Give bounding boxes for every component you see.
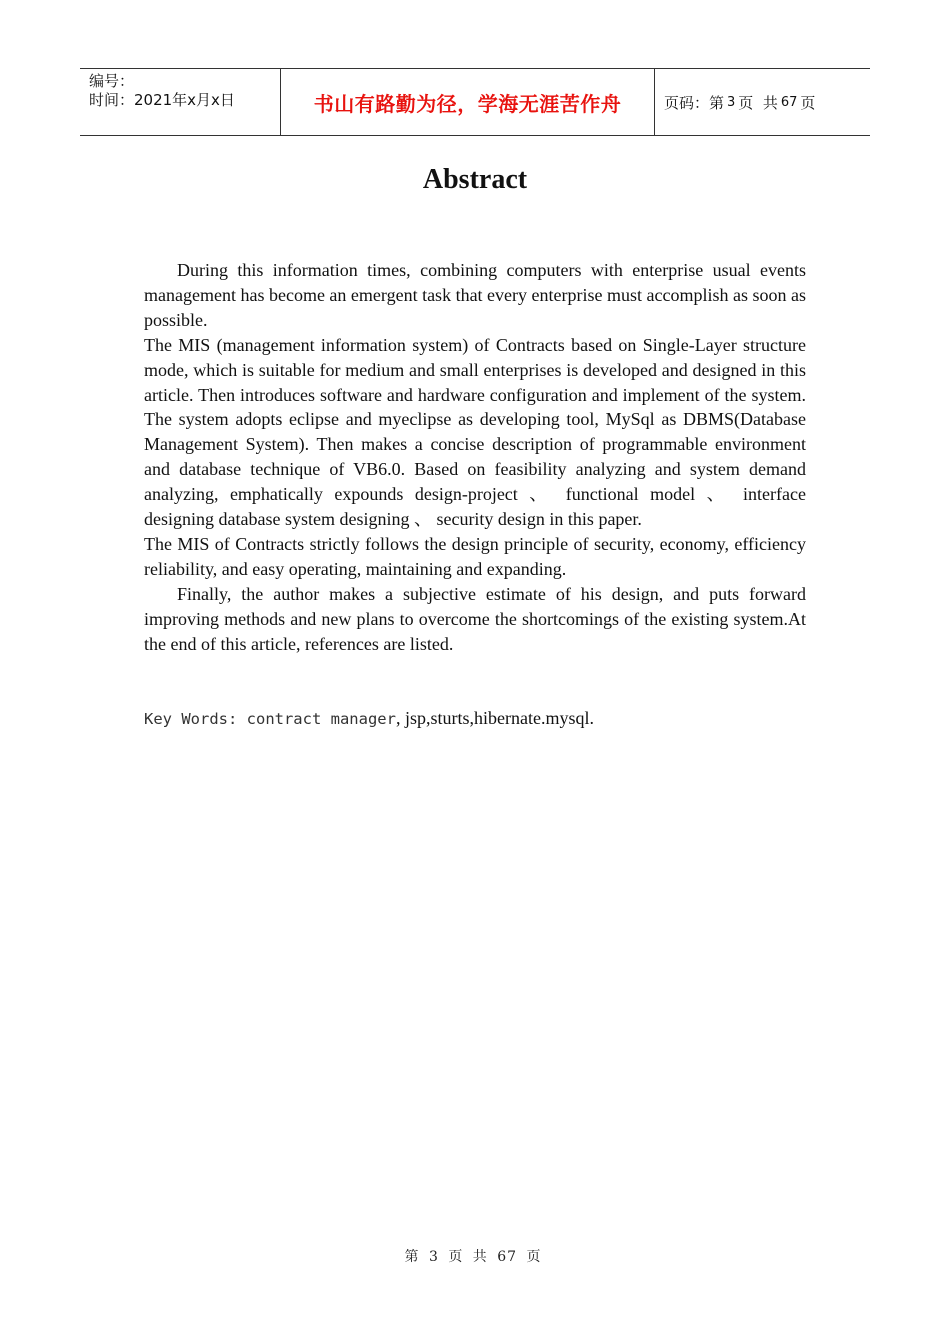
header-page-cell — [655, 69, 870, 135]
keywords-end: . — [589, 708, 594, 728]
paragraph-principle: The MIS of Contracts strictly follows the design principle of security, economy, efficiency reliability, and easy operating, maintaining and expanding. — [144, 533, 806, 579]
page-label-pre: 页码：第 — [664, 93, 725, 112]
footer-total: 67 — [497, 1249, 518, 1265]
paragraph-intro: During this information times, combining computers with enterprise usual events management has become an emergent task that every enterprise must accomplish as soon as possible. — [144, 260, 806, 330]
keywords-label: Key Words: contract manager — [144, 710, 396, 728]
code-label: 编号： — [89, 72, 135, 90]
footer-mid1: 页 — [448, 1249, 464, 1265]
abstract-body — [144, 258, 806, 657]
keywords-values: , jsp,sturts,hibernate.mysql — [395, 708, 590, 728]
page-footer — [0, 1246, 950, 1266]
footer-pre: 第 — [404, 1249, 420, 1265]
page-current: 3 — [727, 94, 736, 110]
page-total: 67 — [780, 94, 798, 110]
footer-mid2: 共 — [472, 1249, 488, 1265]
paragraph-finally: Finally, the author makes a subjective estimate of his design, and puts forward improving methods and new plans to overcome the shortcomings of the existing system.At the end of this article, references are listed. — [144, 583, 806, 654]
page-label-mid: 页 共 — [738, 93, 778, 112]
keywords-line — [144, 706, 806, 731]
page-header — [80, 68, 870, 136]
page-label-post: 页 — [800, 93, 816, 112]
footer-current: 3 — [428, 1249, 439, 1265]
header-motto-cell — [281, 69, 655, 135]
paragraph-mis: The MIS (management information system) of Contracts based on Single-Layer structure mode, which is suitable for medium and small enterprises is developed and designed in this article. Then introduces software and hardware configuration and implement of the system. The system adopts eclipse and myeclipse as developing tool, MySql as DBMS(Database Management System). Then makes a concise description of programmable environment and database technique of VB6.0. Based on feasibility analyzing and system demand analyzing, emphatically expounds design-project 、 functional model 、 interface designing database system designing 、 security design in this paper. — [144, 334, 806, 530]
footer-post: 页 — [526, 1249, 542, 1265]
header-meta-cell — [80, 69, 281, 135]
time-label: 时间：2021年x月x日 — [89, 91, 235, 109]
motto-text: 书山有路勤为径，学海无涯苦作舟 — [313, 91, 622, 116]
page-title: Abstract — [422, 164, 528, 195]
